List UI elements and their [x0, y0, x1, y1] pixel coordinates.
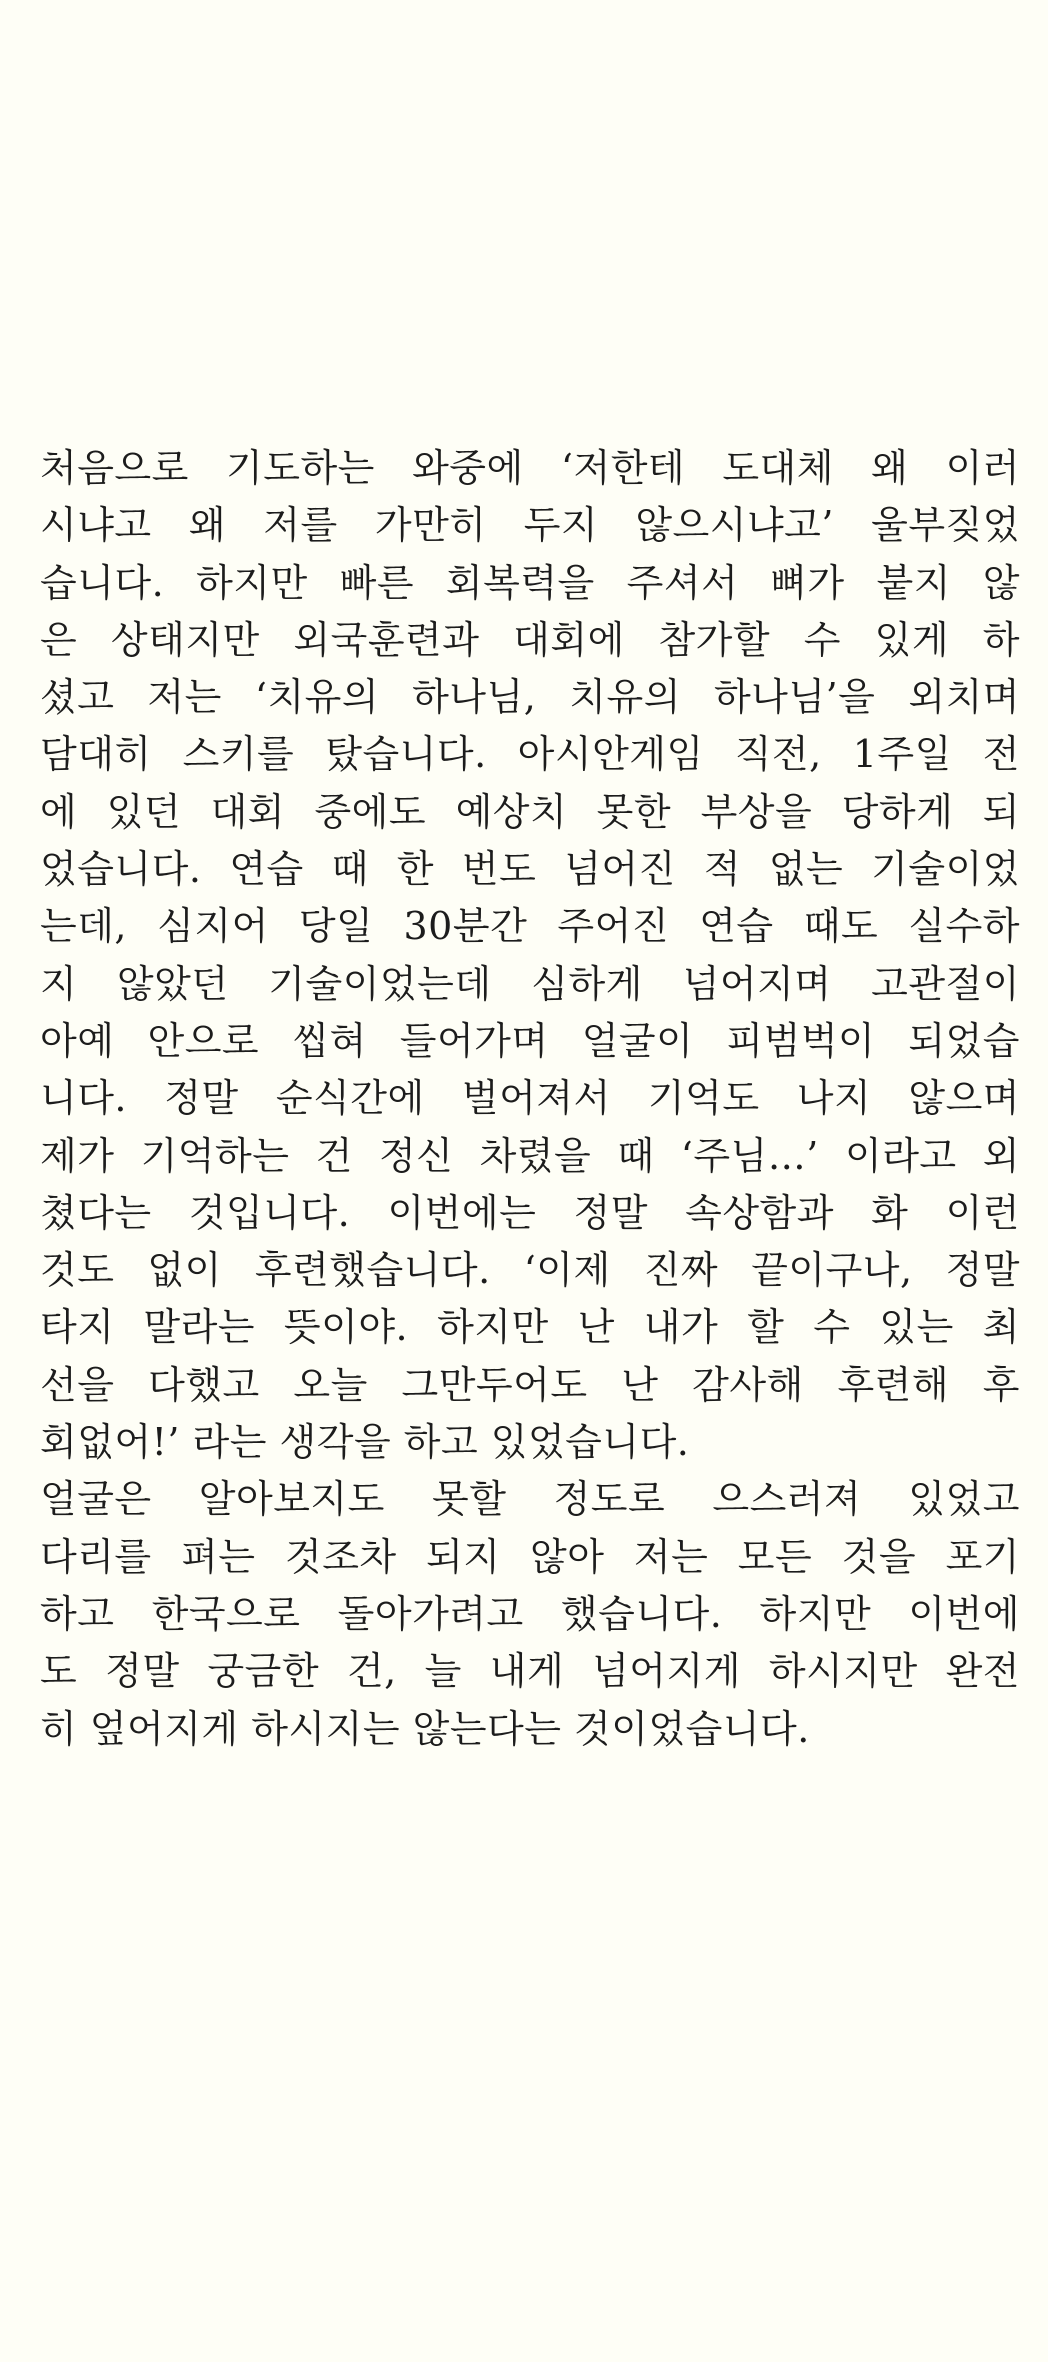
text-line: 도 정말 궁금한 건, 늘 내게 넘어지게 하시지만 완전: [40, 1649, 1020, 1694]
text-line: 다리를 펴는 것조차 되지 않아 저는 모든 것을 포기: [40, 1534, 1020, 1579]
text-line: 히 엎어지게 하시지는 않는다는 것이었습니다.: [40, 1706, 810, 1751]
text-line: 하고 한국으로 돌아가려고 했습니다. 하지만 이번에: [40, 1591, 1020, 1636]
text-line: 는데, 심지어 당일 30분간 주어진 연습 때도 실수하: [40, 904, 1020, 949]
text-line: 쳤다는 것입니다. 이번에는 정말 속상함과 화 이런: [40, 1190, 1020, 1235]
text-line: 제가 기억하는 건 정신 차렸을 때 ‘주님…’ 이라고 외: [40, 1133, 1020, 1178]
text-line: 시냐고 왜 저를 가만히 두지 않으시냐고’ 울부짖었: [40, 503, 1020, 548]
text-line: 선을 다했고 오늘 그만두어도 난 감사해 후련해 후: [40, 1362, 1020, 1407]
body-text: [40, 440, 1020, 1758]
text-line: 담대히 스키를 탔습니다. 아시안게임 직전, 1주일 전: [40, 732, 1020, 777]
text-line: 회없어!’ 라는 생각을 하고 있었습니다.: [40, 1420, 690, 1465]
text-line: 것도 없이 후련했습니다. ‘이제 진짜 끝이구나, 정말: [40, 1248, 1020, 1293]
text-line: 니다. 정말 순식간에 벌어져서 기억도 나지 않으며: [40, 1076, 1020, 1121]
text-line: 지 않았던 기술이었는데 심하게 넘어지며 고관절이: [40, 961, 1020, 1006]
text-line: 타지 말라는 뜻이야. 하지만 난 내가 할 수 있는 최: [40, 1305, 1020, 1350]
text-line: 셨고 저는 ‘치유의 하나님, 치유의 하나님’을 외치며: [40, 675, 1020, 720]
text-line: 은 상태지만 외국훈련과 대회에 참가할 수 있게 하: [40, 617, 1020, 662]
text-line: 얼굴은 알아보지도 못할 정도로 으스러져 있었고: [40, 1477, 1020, 1522]
paragraph-2: [40, 1471, 1020, 1757]
text-line: 었습니다. 연습 때 한 번도 넘어진 적 없는 기술이었: [40, 847, 1020, 892]
text-line: 처음으로 기도하는 와중에 ‘저한테 도대체 왜 이러: [40, 446, 1020, 490]
text-line: 에 있던 대회 중에도 예상치 못한 부상을 당하게 되: [40, 789, 1020, 834]
paragraph-1: [40, 440, 1020, 1471]
text-line: 아예 안으로 씹혀 들어가며 얼굴이 피범벅이 되었습: [40, 1018, 1020, 1063]
text-line: 습니다. 하지만 빠른 회복력을 주셔서 뼈가 붙지 않: [40, 560, 1020, 605]
